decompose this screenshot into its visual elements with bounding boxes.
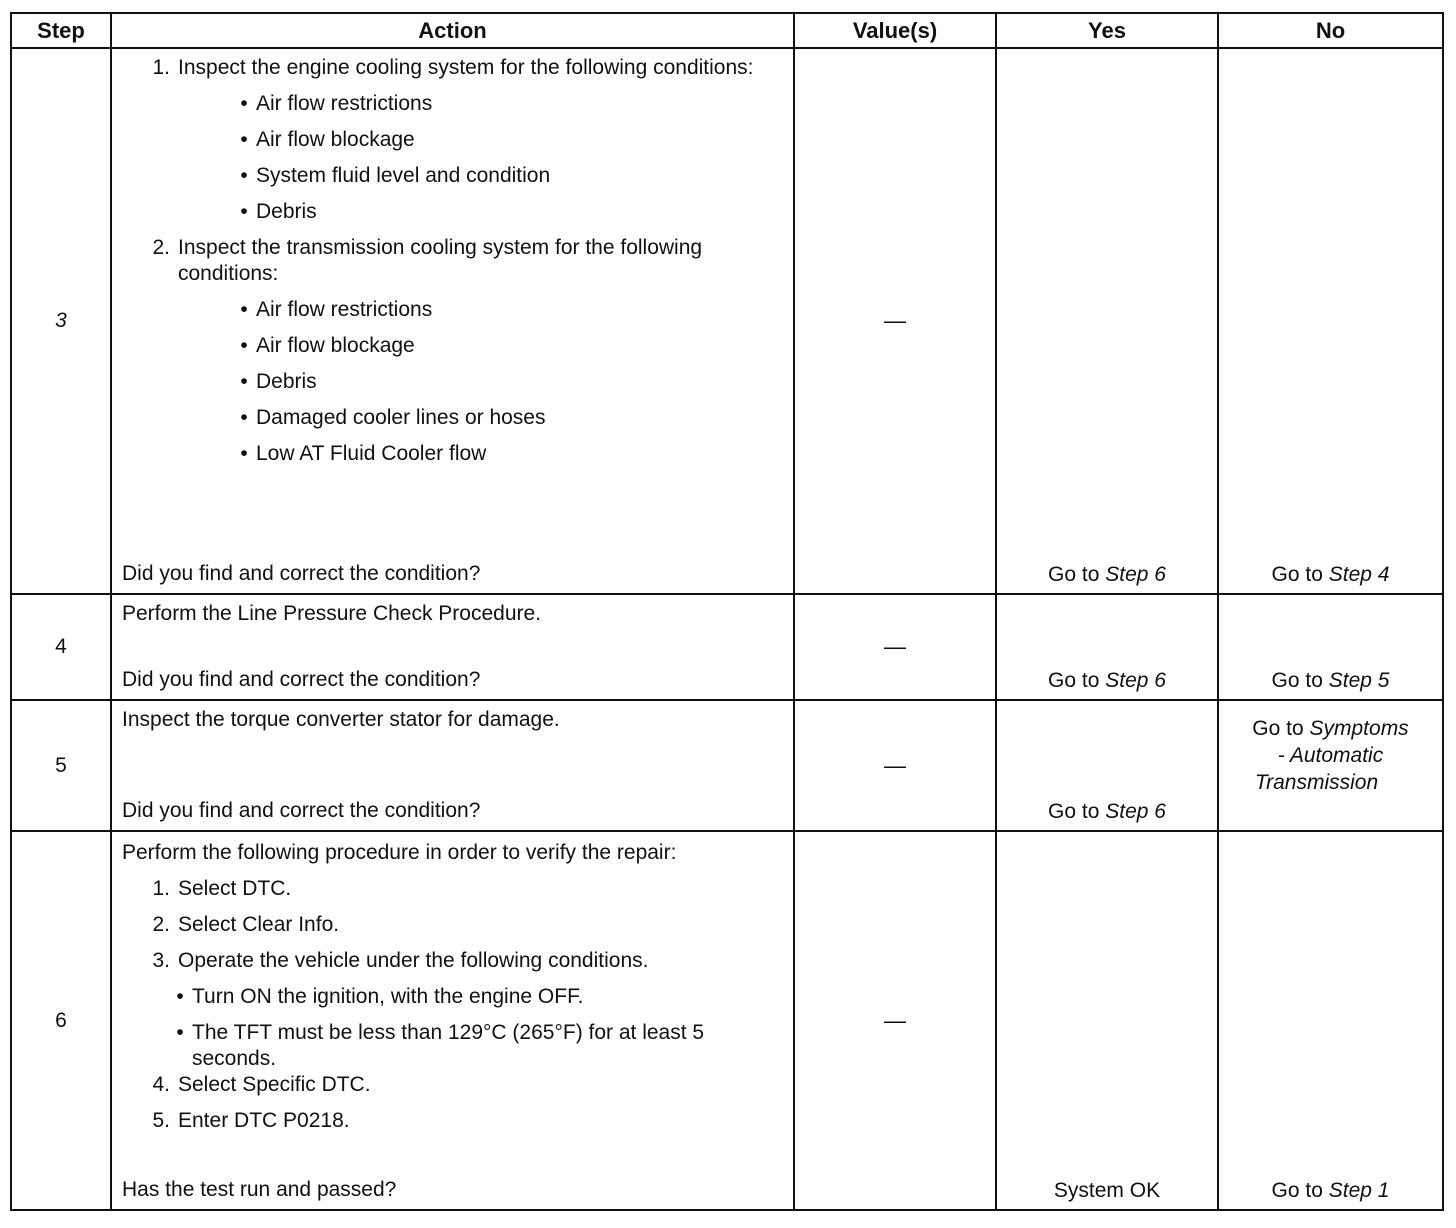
list-item: • System fluid level and condition — [240, 164, 551, 187]
header-row — [11, 13, 1443, 48]
step-number: 5 — [55, 753, 67, 777]
action-cell — [111, 700, 794, 831]
action-cell — [111, 48, 794, 594]
list-item: • Turn ON the ignition, with the engine OFF. — [176, 985, 584, 1008]
list-item: • Debris — [240, 370, 317, 393]
list-item: 1. Select DTC. — [152, 877, 292, 900]
action-cell — [111, 831, 794, 1210]
step-number: 6 — [55, 1008, 67, 1032]
value-cell: — — [794, 594, 996, 700]
symptoms-link[interactable]: Go to Symptoms - Automatic Transmission — [1252, 717, 1409, 794]
header-action: Action — [111, 13, 794, 48]
no-cell: Go to Step 5 — [1218, 594, 1443, 700]
step-link[interactable]: Step 4 — [1328, 563, 1390, 586]
question-text: Did you find and correct the condition? — [122, 562, 481, 585]
header-yes: Yes — [996, 13, 1218, 48]
value-cell: — — [794, 48, 996, 594]
action-text: Perform the following procedure in order to verify the repair: — [122, 841, 677, 864]
list-item: 5. Enter DTC P0218. — [152, 1109, 350, 1132]
value-cell: — — [794, 831, 996, 1210]
list-item: 3. Operate the vehicle under the following conditions. — [152, 949, 649, 972]
step-cell — [11, 594, 111, 700]
no-cell: Go to Step 4 — [1218, 48, 1443, 594]
list-item: • Debris — [240, 200, 317, 223]
table-row — [11, 831, 1443, 1210]
list-item: • Air flow restrictions — [240, 92, 433, 115]
table-row — [11, 594, 1443, 700]
diagnostic-table — [10, 12, 1444, 1211]
no-cell — [1218, 700, 1443, 831]
question-text: Did you find and correct the condition? — [122, 668, 481, 691]
table-row — [11, 700, 1443, 831]
value-cell: — — [794, 700, 996, 831]
list-item: 1. Inspect the engine cooling system for the following conditions: — [152, 56, 754, 79]
question-text: Did you find and correct the condition? — [122, 799, 481, 822]
step-link[interactable]: Step 6 — [1105, 669, 1166, 692]
list-item: • Damaged cooler lines or hoses — [240, 406, 546, 429]
header-values: Value(s) — [794, 13, 996, 48]
list-item: • Low AT Fluid Cooler flow — [240, 442, 487, 465]
list-item: • The TFT must be less than 129°C (265°F) for at least 5 seconds. — [176, 1021, 705, 1070]
list-item: • Air flow restrictions — [240, 298, 433, 321]
step-link[interactable]: Step 6 — [1105, 800, 1166, 823]
step-cell — [11, 831, 111, 1210]
list-item: 4. Select Specific DTC. — [152, 1073, 371, 1096]
action-text: Inspect the torque converter stator for damage. — [122, 708, 560, 731]
step-number: 3 — [55, 309, 67, 332]
step-link[interactable]: Step 6 — [1105, 563, 1166, 586]
result-text: System OK — [1053, 1179, 1161, 1202]
header-no: No — [1218, 13, 1443, 48]
yes-cell: Go to Step 6 — [996, 700, 1218, 831]
yes-cell: Go to Step 6 — [996, 594, 1218, 700]
list-item: • Air flow blockage — [240, 334, 415, 357]
action-cell — [111, 594, 794, 700]
yes-cell — [996, 831, 1218, 1210]
question-text: Has the test run and passed? — [122, 1178, 397, 1201]
action-text: Perform the Line Pressure Check Procedure. — [122, 602, 542, 625]
step-link[interactable]: Step 5 — [1328, 669, 1390, 692]
step-cell — [11, 48, 111, 594]
step-link[interactable]: Step 1 — [1328, 1179, 1390, 1202]
list-item: 2. Inspect the transmission cooling system for the following conditions: — [152, 236, 703, 285]
no-cell: Go to Step 1 — [1218, 831, 1443, 1210]
list-item: 2. Select Clear Info. — [152, 913, 340, 936]
list-item: • Air flow blockage — [240, 128, 415, 151]
step-cell — [11, 700, 111, 831]
yes-cell: Go to Step 6 — [996, 48, 1218, 594]
table-row — [11, 48, 1443, 594]
header-step: Step — [11, 13, 111, 48]
step-number: 4 — [55, 635, 67, 658]
